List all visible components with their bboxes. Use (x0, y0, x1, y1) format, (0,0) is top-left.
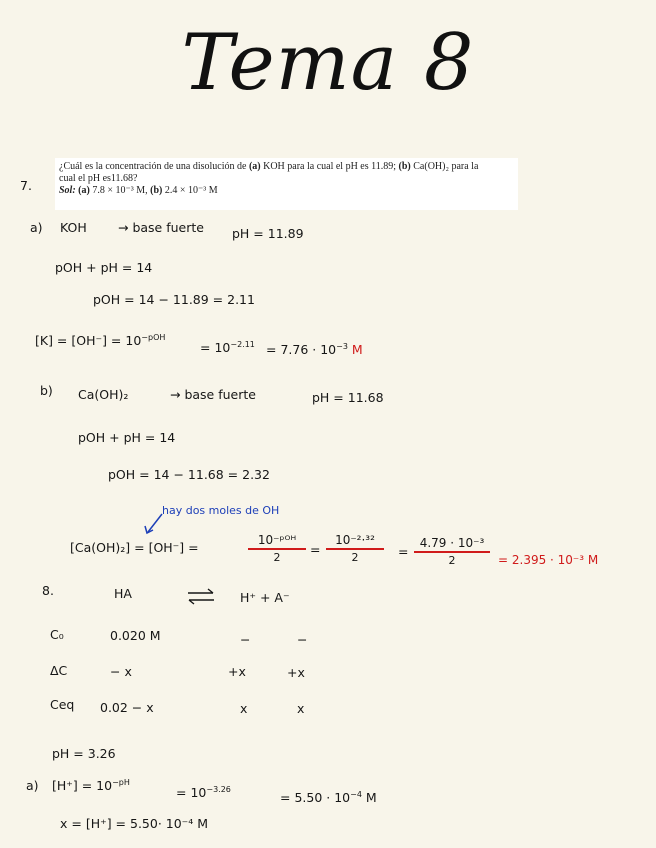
question-text: ¿Cuál es la concentración de una disolución de (59, 161, 249, 172)
table-cell: 0.02 − x (100, 700, 154, 715)
part-a-concentration (35, 333, 165, 348)
equals-sign: = (398, 544, 409, 559)
part-a-conc-mid (200, 340, 255, 355)
sol-b-marker: (b) (150, 185, 163, 196)
question-text: Ca(OH)₂ para la (410, 161, 479, 172)
conc-unit: M (351, 342, 363, 358)
part-a-relation: pOH + pH = 14 (55, 260, 153, 275)
fraction-numerator: 4.79 · 10⁻³ (419, 536, 485, 550)
fraction-denominator: 2 (448, 553, 456, 567)
part-b-poh-calc: pOH = 14 − 11.68 = 2.32 (108, 467, 270, 482)
question-text: cual el pH es11.68? (59, 173, 138, 184)
h-result-exp: −4 (350, 790, 362, 799)
part-a-conc-result (266, 342, 363, 357)
fraction-numerator: 10⁻²·³² (335, 533, 375, 547)
equilibrium-arrow-icon (186, 588, 216, 606)
part-b-conc-lhs: [Ca(OH)₂] = [OH⁻] = (70, 540, 199, 555)
sol-a-marker: (a) (78, 185, 90, 196)
conc-mid: = 10 (200, 340, 231, 356)
problem-8-number: 8. (42, 583, 54, 598)
part-b-note: hay dos moles de OH (162, 504, 280, 517)
part-a-ph: pH = 11.89 (232, 226, 304, 241)
sol-b-value: 2.4 × 10⁻³ M (162, 185, 218, 196)
part-b-marker: (b) (398, 161, 411, 172)
table-cell: x (240, 701, 248, 716)
note-arrow-icon (140, 512, 170, 538)
problem-8-x-line: x = [H⁺] = 5.50· 10⁻⁴ M (60, 816, 209, 831)
part-b-arrow-note: → base fuerte (170, 387, 256, 402)
problem-7-number: 7. (20, 178, 32, 193)
fraction-denominator: 2 (273, 550, 281, 564)
conc-lhs: [K] = [OH⁻] = 10 (35, 333, 142, 349)
solution-label: Sol: (59, 185, 76, 196)
h-result: = 5.50 · 10 (280, 790, 351, 806)
page-title: Tema 8 (181, 18, 475, 108)
part-a-marker: (a) (248, 161, 261, 172)
table-cell: +x (228, 664, 246, 679)
table-row-label: Ceq (50, 697, 75, 712)
part-b-fraction-3 (414, 536, 490, 567)
sol-a-value: 7.8 × 10⁻³ M, (89, 185, 151, 196)
part-b-compound: Ca(OH)₂ (78, 387, 129, 402)
table-cell: 0.020 M (110, 628, 161, 643)
h-unit: M (365, 790, 377, 806)
table-cell: − (297, 632, 308, 647)
part-b-ph: pH = 11.68 (312, 390, 384, 405)
conc-result-exp: −3 (336, 342, 348, 351)
question-text: KOH para la cual el pH es 11.89; (260, 161, 399, 172)
products: H⁺ + A⁻ (240, 590, 290, 605)
fraction-numerator: 10⁻ᵖᴼᴴ (257, 533, 297, 547)
part-b-label: b) (40, 383, 53, 398)
part-b-fraction-1 (248, 533, 306, 564)
h-mid: = 10 (176, 785, 207, 801)
problem-8-h-mid (176, 785, 231, 800)
table-cell: +x (287, 665, 305, 680)
h-lhs-exp: −pH (112, 778, 130, 787)
conc-exp: −pOH (141, 333, 166, 342)
reactant: HA (114, 586, 132, 601)
conc-result: = 7.76 · 10 (266, 342, 337, 358)
conc-mid-exp: −2.11 (230, 340, 255, 349)
problem-8-h-result (280, 790, 377, 805)
part-b-fraction-2 (326, 533, 384, 564)
problem-7-statement (55, 158, 518, 210)
problem-8-ph: pH = 3.26 (52, 746, 116, 761)
table-cell: x (297, 701, 305, 716)
table-row-label: C₀ (50, 627, 64, 642)
fraction-denominator: 2 (351, 550, 359, 564)
table-row-label: ΔC (50, 663, 68, 678)
part-a-compound: KOH (60, 220, 87, 235)
h-lhs: [H⁺] = 10 (52, 778, 113, 794)
part-b-result: = 2.395 · 10⁻³ M (498, 553, 599, 567)
problem-8-h-lhs (52, 778, 130, 793)
problem-8-part-a-label: a) (26, 778, 39, 793)
h-mid-exp: −3.26 (206, 785, 231, 794)
equals-sign: = (310, 542, 321, 557)
part-a-arrow-note: → base fuerte (118, 220, 204, 235)
table-cell: − x (110, 664, 132, 679)
part-b-relation: pOH + pH = 14 (78, 430, 176, 445)
table-cell: − (240, 632, 251, 647)
part-a-label: a) (30, 220, 43, 235)
part-a-poh-calc: pOH = 14 − 11.89 = 2.11 (93, 292, 255, 307)
